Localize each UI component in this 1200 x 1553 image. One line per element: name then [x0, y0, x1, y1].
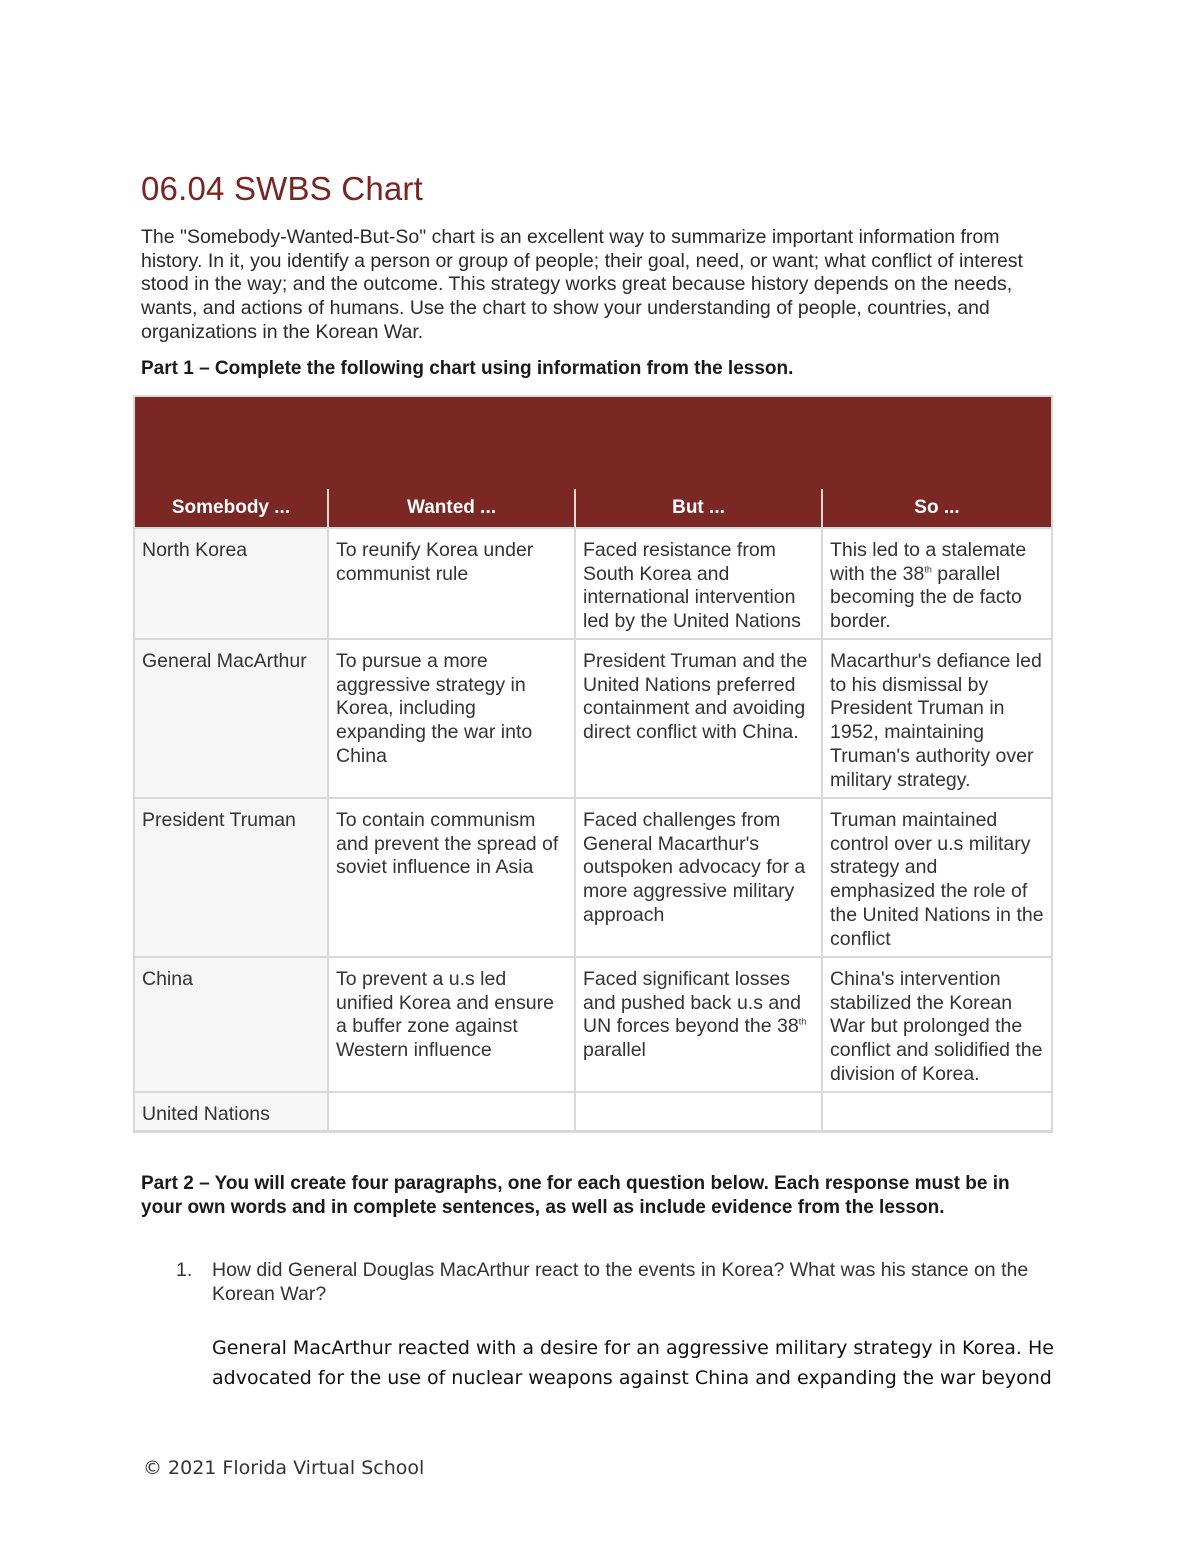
cell-wanted[interactable] — [328, 1092, 575, 1132]
cell-but[interactable]: Faced challenges from General Macarthur's outspoken advocacy for a more aggressive military approach — [575, 798, 822, 957]
intro-paragraph: The "Somebody-Wanted-But-So" chart is an excellent way to summarize important information from history. In it, you identify a person or group of people; their goal, need, or want; what conflict of interest stood in the way; and the outcome. This strategy works great because history depends on the needs, wants, and actions of humans. Use the chart to show your understanding of people, countries, and organizations in the Korean War. — [141, 226, 1023, 343]
cell-so[interactable]: Truman maintained control over u.s military strategy and emphasized the role of the United Nations in the conflict — [822, 798, 1051, 957]
ordinal-suffix: th — [924, 564, 932, 575]
cell-but-text-end: parallel — [583, 1039, 646, 1062]
header-somebody: Somebody ... — [135, 489, 328, 528]
answer-paragraph[interactable]: General MacArthur reacted with a desire for an aggressive military strategy in Korea. He advocated for the use of nuclear weapons against China and expanding the war beyond — [212, 1337, 1054, 1389]
cell-so[interactable] — [822, 1092, 1051, 1132]
cell-so-text: This led to a stalemate with the 38 — [830, 539, 1027, 585]
table-row — [135, 798, 1051, 957]
table-row — [135, 639, 1051, 798]
question-number: 1. — [176, 1259, 193, 1281]
cell-wanted[interactable]: To reunify Korea under communist rule — [328, 528, 575, 639]
header-wanted: Wanted ... — [328, 489, 575, 528]
header-so: So ... — [822, 489, 1051, 528]
question-list — [141, 1259, 1061, 1306]
cell-but-text: Faced significant losses and pushed back u.s and UN forces beyond the 38 — [583, 968, 801, 1038]
cell-but[interactable]: President Truman and the United Nations preferred containment and avoiding direct conflict with China. — [575, 639, 822, 798]
cell-but[interactable] — [575, 957, 822, 1092]
cell-wanted[interactable]: To pursue a more aggressive strategy in Korea, including expanding the war into China — [328, 639, 575, 798]
cell-somebody[interactable]: United Nations — [135, 1092, 328, 1132]
swbs-table — [135, 489, 1051, 1132]
cell-somebody[interactable]: President Truman — [135, 798, 328, 957]
cell-somebody[interactable]: China — [135, 957, 328, 1092]
cell-so-text-end: parallel becoming the de facto border. — [830, 562, 1022, 633]
question-text: How did General Douglas MacArthur react to the events in Korea? What was his stance on the Korean War? — [212, 1259, 1029, 1305]
header-but: But ... — [575, 489, 822, 528]
swbs-table-container — [133, 395, 1053, 1133]
cell-somebody[interactable]: North Korea — [135, 528, 328, 639]
footer-copyright: © 2021 Florida Virtual School — [143, 1457, 425, 1479]
ordinal-suffix: th — [798, 1016, 807, 1027]
table-row — [135, 528, 1051, 639]
part2-heading: Part 2 – You will create four paragraphs, one for each question below. Each response must be in your own words and in complete sentences, as well as include evidence from the lesson. — [141, 1173, 1010, 1218]
question-item — [141, 1259, 1061, 1306]
cell-but[interactable]: Faced resistance from South Korea and international intervention led by the United Nations — [575, 528, 822, 639]
table-row — [135, 957, 1051, 1092]
document-title: 06.04 SWBS Chart — [141, 170, 423, 207]
part1-heading: Part 1 – Complete the following chart using information from the lesson. — [141, 358, 794, 379]
cell-but[interactable] — [575, 1092, 822, 1132]
cell-so[interactable] — [822, 528, 1051, 639]
cell-wanted[interactable]: To contain communism and prevent the spread of soviet influence in Asia — [328, 798, 575, 957]
table-row — [135, 1092, 1051, 1132]
cell-somebody[interactable]: General MacArthur — [135, 639, 328, 798]
table-header-band — [135, 397, 1051, 489]
cell-so[interactable]: Macarthur's defiance led to his dismissal by President Truman in 1952, maintaining Truman's authority over military strategy. — [822, 639, 1051, 798]
cell-wanted[interactable]: To prevent a u.s led unified Korea and ensure a buffer zone against Western influence — [328, 957, 575, 1092]
cell-so[interactable]: China's intervention stabilized the Korean War but prolonged the conflict and solidified the division of Korea. — [822, 957, 1051, 1092]
table-header-row — [135, 489, 1051, 528]
